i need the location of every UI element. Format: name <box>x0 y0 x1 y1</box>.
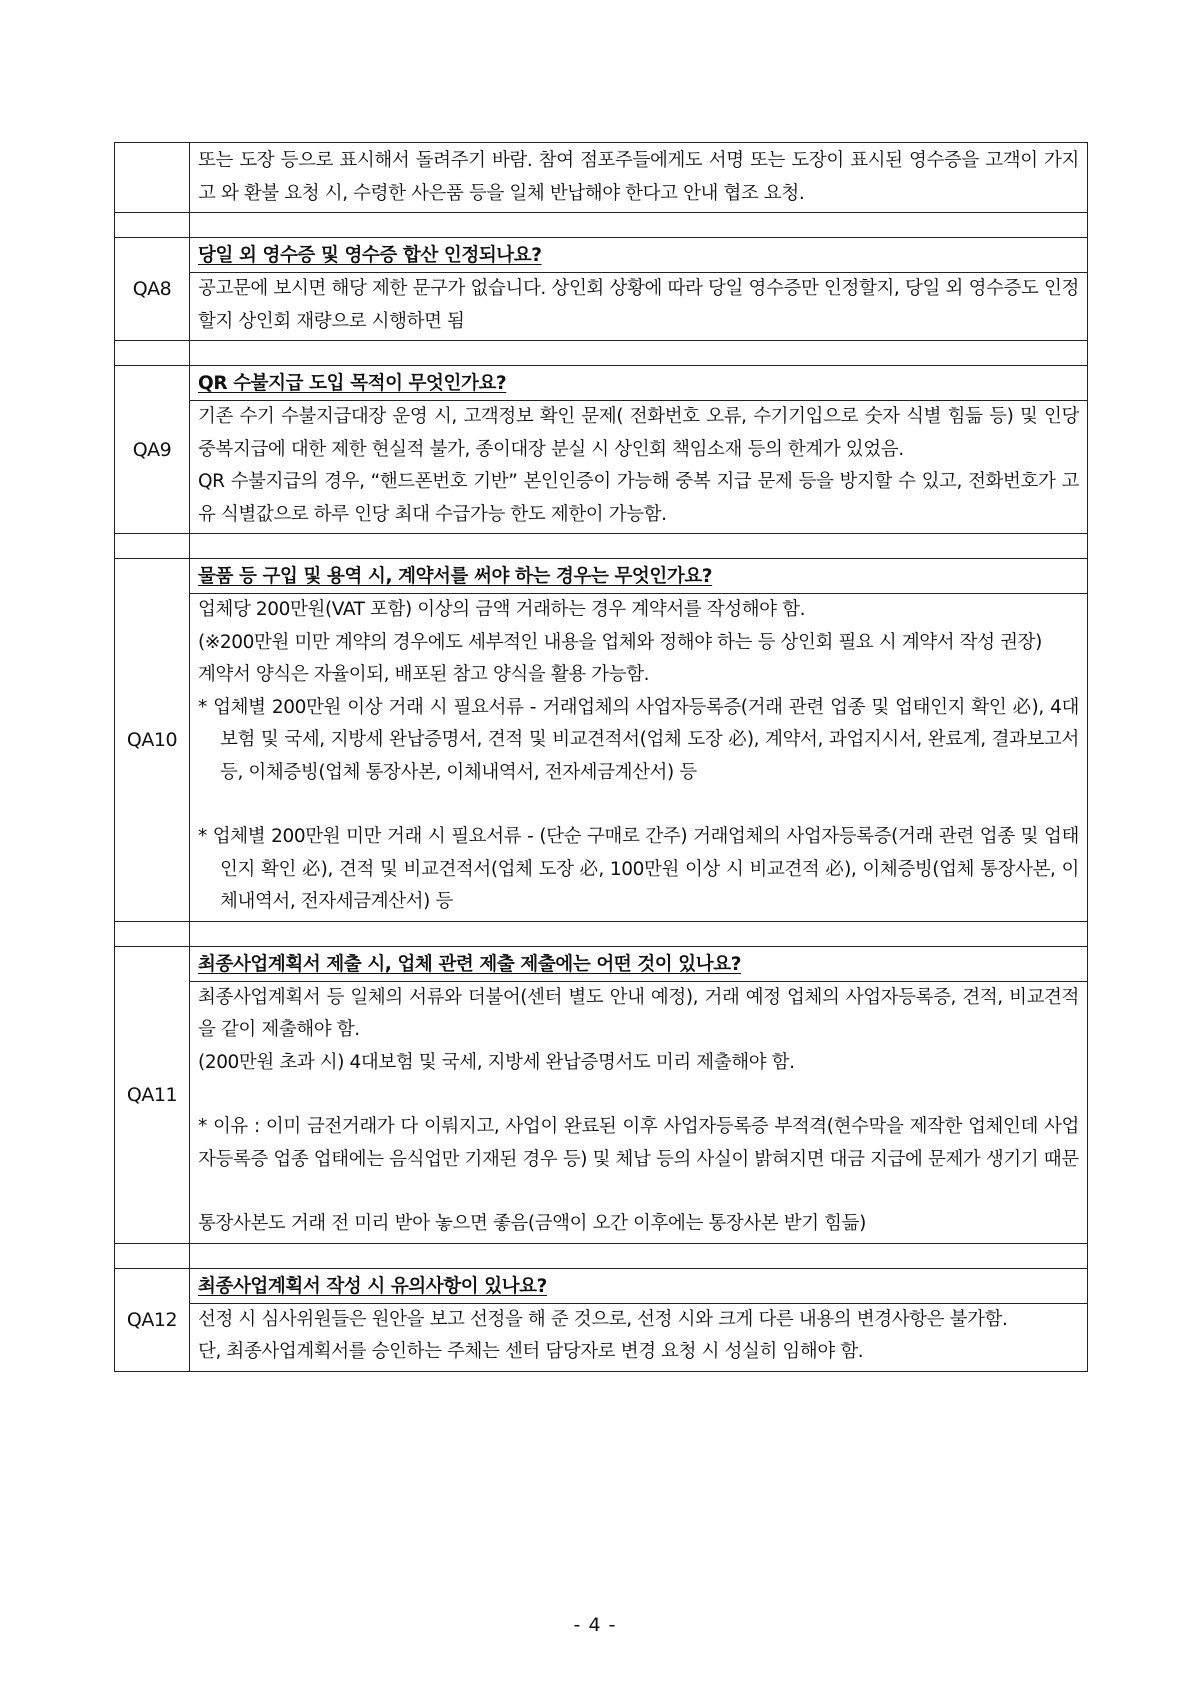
question-text: 최종사업계획서 제출 시, 업체 관련 제출 제출에는 어떤 것이 있나요? <box>190 949 1087 982</box>
answer-paragraph: QR 수불지급의 경우, “핸드폰번호 기반” 본인인증이 가능해 중복 지급 문제 등을 방지할 수 있고, 전화번호가 고유 식별값으로 하루 인당 최대 수급가능 한도 제한이 가능함. <box>198 471 1079 525</box>
qa-answer-cell <box>190 1268 1088 1371</box>
note-paragraph: 통장사본도 거래 전 미리 받아 놓으면 좋음(금액이 오간 이후에는 통장사본 받기 힘듦) <box>198 1213 866 1234</box>
question-text: 최종사업계획서 작성 시 유의사항이 있나요? <box>190 1271 1087 1304</box>
qa-row-qa10 <box>115 559 1088 922</box>
qa-label: QA11 <box>115 946 190 1243</box>
blank-line <box>198 789 1079 821</box>
bullet-item: * 업체별 200만원 미만 거래 시 필요서류 - (단순 구매로 간주) 거래업체의 사업자등록증(거래 관련 업종 및 업태인지 확인 必), 견적 및 비교견적서(업체 도장 必, 100만원 이상 시 비교견적 必), 이체증빙(업체 통장사본, 이체내역서, 전자세금계산서) 등 <box>198 826 1079 912</box>
separator-row <box>115 534 1088 559</box>
answer-paragraph: 업체당 200만원(VAT 포함) 이상의 금액 거래하는 경우 계약서를 작성해야 함. <box>198 599 806 620</box>
page-number: - 4 - <box>573 1614 617 1636</box>
qa-answer-cell <box>190 559 1088 922</box>
separator-row <box>115 921 1088 946</box>
qa-label-cell <box>115 143 190 213</box>
answer-paragraph: 선정 시 심사위원들은 원안을 보고 선정을 해 준 것으로, 선정 시와 크게 다른 내용의 변경사항은 불가함. <box>198 1308 1008 1330</box>
qa-label: QA9 <box>115 366 190 534</box>
question-text: 당일 외 영수증 및 영수증 합산 인정되나요? <box>190 240 1087 273</box>
separator-row <box>115 1243 1088 1268</box>
bullet-item: * 업체별 200만원 이상 거래 시 필요서류 - 거래업체의 사업자등록증(거래 관련 업종 및 업태인지 확인 必), 4대보험 및 국세, 지방세 완납증명서, 견적 및 비교견적서(업체 도장 必), 계약서, 과업지시서, 완료계, 결과보고서 등, 이체증빙(업체 통장사본, 이체내역서, 전자세금계산서) 등 <box>198 696 1079 783</box>
qa-row-qa11 <box>115 946 1088 1243</box>
qa-answer-cell <box>190 366 1088 534</box>
qa-label: QA10 <box>115 559 190 922</box>
qa-answer-cell <box>190 946 1088 1243</box>
blank-line <box>198 1079 1079 1111</box>
qa-row-qa8 <box>115 238 1088 341</box>
question-text: 물품 등 구입 및 용역 시, 계약서를 써야 하는 경우는 무엇인가요? <box>190 561 1087 594</box>
reason-paragraph: * 이유 : 이미 금전거래가 다 이뤄지고, 사업이 완료된 이후 사업자등록증 부적격(현수막을 제작한 업체인데 사업자등록증 업종 업태에는 음식업만 기재된 경우 등) 및 체납 등의 사실이 밝혀지면 대금 지급에 문제가 생기기 때문 <box>198 1116 1079 1170</box>
qa-row-qa12 <box>115 1268 1088 1371</box>
qa-row-qa9 <box>115 366 1088 534</box>
qa-row-continuation <box>115 143 1088 213</box>
answer-paragraph: (※200만원 미만 계약의 경우에도 세부적인 내용을 업체와 정해야 하는 등 상인회 필요 시 계약서 작성 권장) <box>198 631 1042 653</box>
qa-answer-cell <box>190 238 1088 341</box>
qa-table <box>114 142 1088 1372</box>
answer-paragraph: 기존 수기 수불지급대장 운영 시, 고객정보 확인 문제( 전화번호 오류, 수기기입으로 숫자 식별 힘듦 등) 및 인당 중복지급에 대한 제한 현실적 불가, 종이대장 분실 시 상인회 책임소재 등의 한계가 있었음. <box>198 406 1079 460</box>
separator-row <box>115 213 1088 238</box>
answer-paragraph: (200만원 초과 시) 4대보험 및 국세, 지방세 완납증명서도 미리 제출해야 함. <box>198 1051 795 1073</box>
qa-label: QA12 <box>115 1268 190 1371</box>
answer-paragraph: 단, 최종사업계획서를 승인하는 주체는 센터 담당자로 변경 요청 시 성실히 임해야 함. <box>198 1341 864 1362</box>
blank-line <box>198 1176 1079 1208</box>
answer-paragraph: 공고문에 보시면 해당 제한 문구가 없습니다. 상인회 상황에 따라 당일 영수증만 인정할지, 당일 외 영수증도 인정할지 상인회 재량으로 시행하면 됨 <box>198 278 1079 332</box>
answer-paragraph: 계약서 양식은 자율이되, 배포된 참고 양식을 활용 가능함. <box>198 664 650 685</box>
separator-row <box>115 341 1088 366</box>
answer-paragraph: 또는 도장 등으로 표시해서 돌려주기 바람. 참여 점포주들에게도 서명 또는 도장이 표시된 영수증을 고객이 가지고 와 환불 요청 시, 수령한 사은품 등을 일체 반납해야 한다고 안내 협조 요청. <box>198 150 1079 204</box>
qa-label: QA8 <box>115 238 190 341</box>
qa-answer-cell <box>190 143 1088 213</box>
answer-paragraph: 최종사업계획서 등 일체의 서류와 더불어(센터 별도 안내 예정), 거래 예정 업체의 사업자등록증, 견적, 비교견적을 같이 제출해야 함. <box>198 986 1079 1040</box>
question-text: QR 수불지급 도입 목적이 무엇인가요? <box>190 368 1087 401</box>
